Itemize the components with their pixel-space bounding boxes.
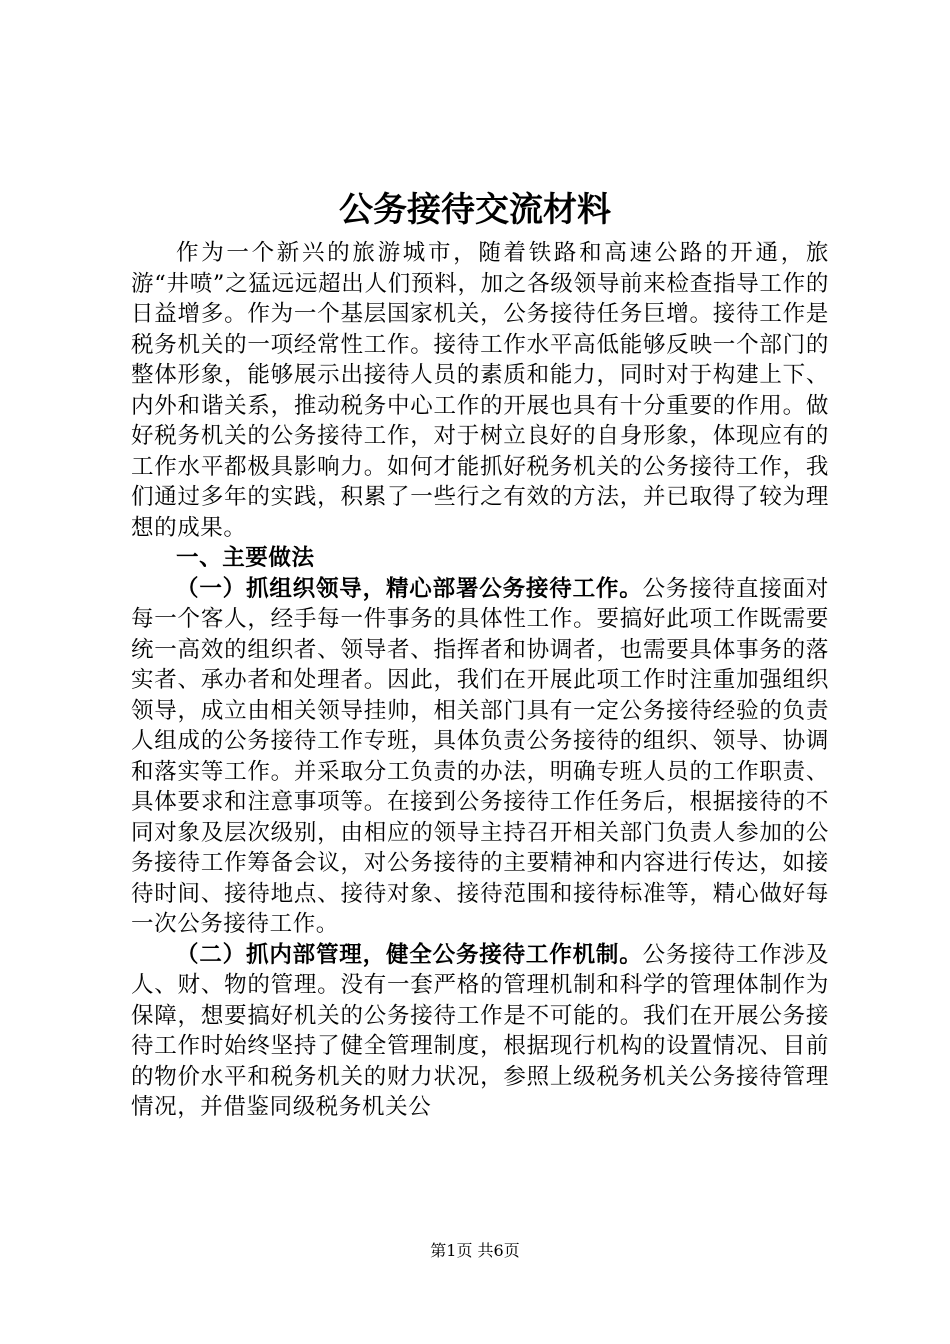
document-title: 公务接待交流材料 xyxy=(339,190,611,230)
item-text-1: 公务接待直接面对每一个客人，经手每一件事务的具体性工作。要搞好此项工作既需要统一高效的组织者、领导者、指挥者和协调者，也需要具体事务的落实者、承办者和处理者。因此，我们在开展此项工作时注重加强组织领导，成立由相关领导挂帅，相关部门具有一定公务接待经验的负责人组成的公务接待工作专班，具体负责公务接待的组织、领导、协调和落实等工作。并采取分工负责的办法，明确专班人员的工作职责、具体要求和注意事项等。在接到公务接待工作任务后，根据接待的不同对象及层次级别，由相应的领导主持召开相关部门负责人参加的公务接待工作筹备会议，对公务接待的主要精神和内容进行传达，如接待时间、接待地点、接待对象、接待范围和接待标准等，精心做好每一次公务接待工作。 xyxy=(131,575,829,937)
page-footer: 第1页 共6页 xyxy=(430,1241,520,1260)
item-paragraph-2 xyxy=(131,940,829,1123)
item-paragraph-1 xyxy=(131,574,829,940)
item-text-2: 公务接待工作涉及人、财、物的管理。没有一套严格的管理机制和科学的管理体制作为保障，想要搞好机关的公务接待工作是不可能的。我们在开展公务接待工作时始终坚持了健全管理制度，根据现行机构的设置情况、目前的物价水平和税务机关的财力状况，参照上级税务机关公务接待管理情况，并借鉴同级税务机关公 xyxy=(131,941,829,1120)
intro-paragraph: 作为一个新兴的旅游城市，随着铁路和高速公路的开通，旅游“井喷”之猛远远超出人们预料，加之各级领导前来检查指导工作的日益增多。作为一个基层国家机关，公务接待任务巨增。接待工作是税务机关的一项经常性工作。接待工作水平高低能够反映一个部门的整体形象，能够展示出接待人员的素质和能力，同时对于构建上下、内外和谐关系，推动税务中心工作的开展也具有十分重要的作用。做好税务机关的公务接待工作，对于树立良好的自身形象，体现应有的工作水平都极具影响力。如何才能抓好税务机关的公务接待工作，我们通过多年的实践，积累了一些行之有效的方法，并已取得了较为理想的成果。 xyxy=(131,240,829,541)
item-lead-2: （二）抓内部管理，健全公务接待工作机制。 xyxy=(176,941,643,968)
document-body xyxy=(131,238,829,1123)
section-heading: 一、主要做法 xyxy=(176,545,315,571)
item-lead-1: （一）抓组织领导，精心部署公务接待工作。 xyxy=(176,575,643,602)
